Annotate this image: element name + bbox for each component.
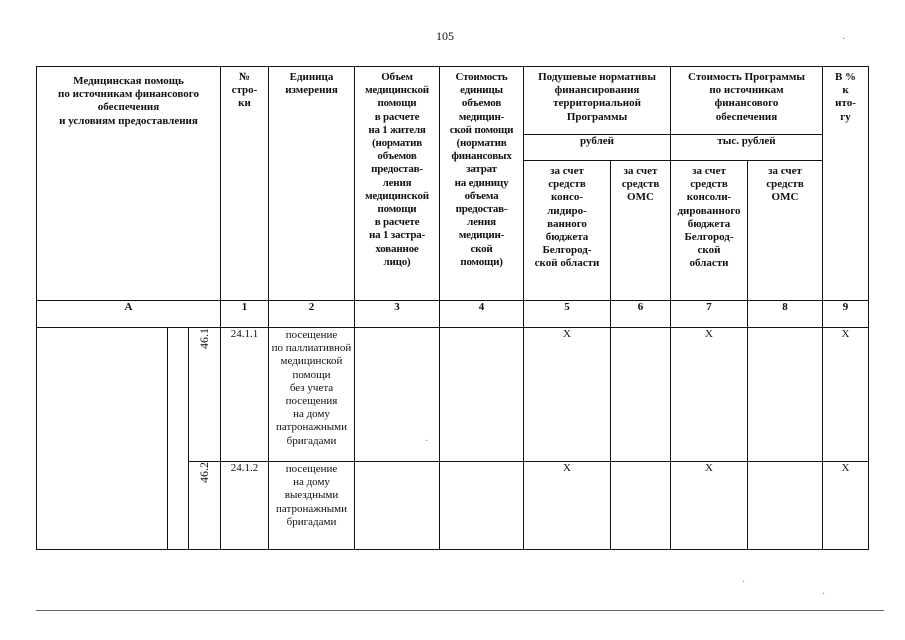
header-col-8: за счет средств ОМС xyxy=(748,161,823,301)
index-cell: 3 xyxy=(355,301,440,328)
financing-table xyxy=(36,66,869,550)
page-bottom-rule xyxy=(36,610,884,611)
page-number: 105 xyxy=(436,29,454,43)
value-cell xyxy=(440,328,524,462)
row-code-cell xyxy=(189,462,221,550)
header-col-7: за счет средств консоли- дированного бюджета Белгород- ской области xyxy=(671,161,748,301)
row-code: 46.1 xyxy=(196,328,211,349)
scan-speck: · xyxy=(842,34,846,45)
table-row xyxy=(37,328,869,462)
value-cell xyxy=(748,462,823,550)
value-cell: Х xyxy=(823,328,869,462)
index-cell: 7 xyxy=(671,301,748,328)
header-col-5: за счет средств консо- лидиро- ванного бюджета Белгород- ской области xyxy=(524,161,611,301)
line-number: 24.1.2 xyxy=(221,462,269,550)
value-cell: Х xyxy=(671,462,748,550)
value-cell: Х xyxy=(524,328,611,462)
scan-speck: · xyxy=(425,436,429,447)
index-cell: 4 xyxy=(440,301,524,328)
care-subtype-cell xyxy=(168,328,189,550)
header-care-type: Медицинская помощь по источникам финансового обеспечения и условиям предоставления xyxy=(37,67,221,301)
index-cell: А xyxy=(37,301,221,328)
header-program-cost-group: Стоимость Программы по источникам финансового обеспечения xyxy=(671,67,823,135)
row-code-cell xyxy=(189,328,221,462)
index-cell: 5 xyxy=(524,301,611,328)
line-number: 24.1.1 xyxy=(221,328,269,462)
column-index-row xyxy=(37,301,869,328)
unit-description: посещение по паллиативной медицинской помощи без учета посещения на дому патронажными бригадами xyxy=(269,328,355,462)
index-cell: 9 xyxy=(823,301,869,328)
value-cell: Х xyxy=(823,462,869,550)
index-cell: 6 xyxy=(611,301,671,328)
unit-rubles: рублей xyxy=(524,135,671,161)
value-cell xyxy=(748,328,823,462)
index-cell: 8 xyxy=(748,301,823,328)
row-code: 46.2 xyxy=(196,462,211,483)
value-cell: Х xyxy=(524,462,611,550)
index-cell: 1 xyxy=(221,301,269,328)
care-type-cell xyxy=(37,328,168,550)
header-col-6: за счет средств ОМС xyxy=(611,161,671,301)
scan-speck: · xyxy=(742,577,746,588)
value-cell xyxy=(611,462,671,550)
header-percent: В % к ито- гу xyxy=(823,67,869,301)
unit-description: посещение на дому выездными патронажными бригадами xyxy=(269,462,355,550)
header-per-capita-group: Подушевые нормативы финансирования территориальной Программы xyxy=(524,67,671,135)
unit-thousand-rubles: тыс. рублей xyxy=(671,135,823,161)
header-unit: Единица измерения xyxy=(269,67,355,301)
value-cell xyxy=(355,328,440,462)
header-volume: Объем медицинской помощи в расчете на 1 жителя (норматив объемов предостав- ления медицинской помощи в расчете на 1 застра- хованное лицо) xyxy=(355,67,440,301)
header-line-no: № стро- ки xyxy=(221,67,269,301)
value-cell xyxy=(355,462,440,550)
scan-speck: · xyxy=(822,589,826,600)
value-cell xyxy=(440,462,524,550)
index-cell: 2 xyxy=(269,301,355,328)
header-unit-cost: Стоимость единицы объемов медицин- ской помощи (норматив финансовых затрат на единицу объема предостав- ления медицин- ской помощи) xyxy=(440,67,524,301)
value-cell xyxy=(611,328,671,462)
value-cell: Х xyxy=(671,328,748,462)
